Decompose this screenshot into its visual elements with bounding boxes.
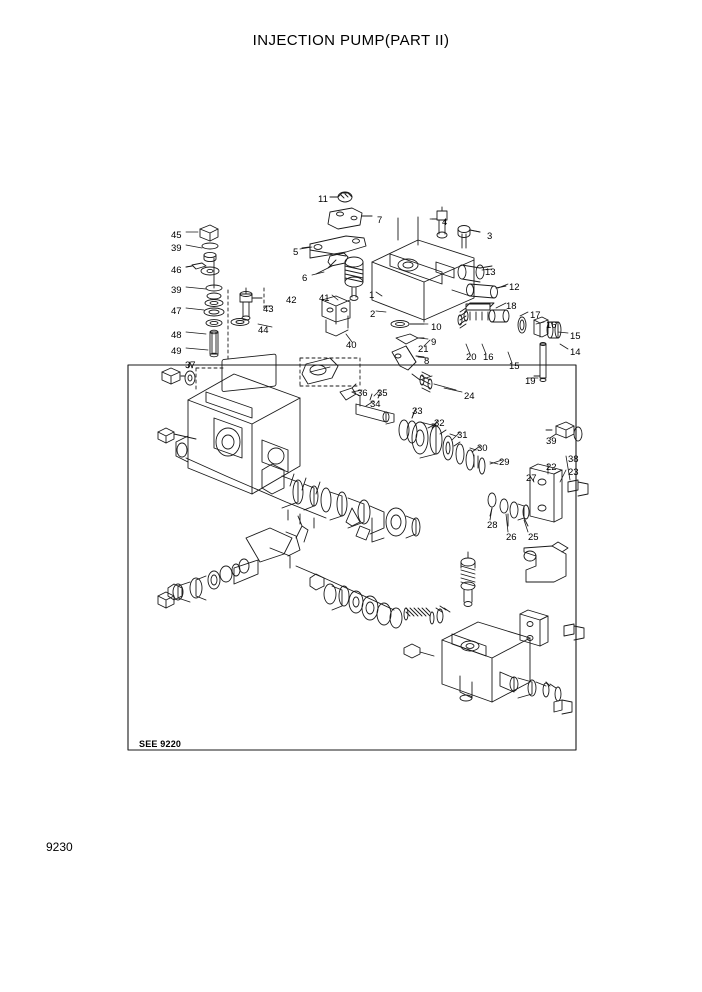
part-callout-38: 38: [568, 454, 579, 465]
part-callout-18: 18: [506, 301, 517, 312]
part-callout-1: 1: [369, 290, 375, 301]
part-callout-39a: 39: [171, 243, 182, 254]
part-callout-5: 5: [293, 247, 299, 258]
part-callout-44: 44: [258, 325, 269, 336]
part-callout-9: 9: [431, 337, 437, 348]
part-callout-41: 41: [319, 293, 330, 304]
part-callout-21: 21: [418, 344, 429, 355]
part-callout-27: 27: [526, 473, 537, 484]
part-callout-17: 17: [530, 310, 541, 321]
part-callout-35: 35: [377, 388, 388, 399]
page-title: INJECTION PUMP(PART II): [252, 32, 450, 49]
part-callout-32: 32: [434, 418, 445, 429]
part-callout-30: 30: [477, 443, 488, 454]
part-callout-40: 40: [346, 340, 357, 351]
part-callout-33: 33: [412, 406, 423, 417]
part-callout-37: 37: [185, 360, 196, 371]
part-callout-11: 11: [318, 194, 328, 205]
part-callout-16a: 16: [546, 320, 557, 331]
part-callout-29: 29: [499, 457, 510, 468]
part-callout-2: 2: [370, 309, 376, 320]
part-callout-26: 26: [506, 532, 517, 543]
part-callout-43: 43: [263, 304, 274, 315]
part-callout-14: 14: [570, 347, 581, 358]
part-callout-13: 13: [485, 267, 496, 278]
part-callout-19: 19: [525, 376, 536, 387]
part-callout-24: 24: [464, 391, 475, 402]
part-callout-3: 3: [487, 231, 493, 242]
part-callout-6: 6: [302, 273, 308, 284]
part-callout-20: 20: [466, 352, 477, 363]
part-callout-15b: 15: [509, 361, 520, 372]
part-callout-25: 25: [528, 532, 539, 543]
part-callout-22: 22: [546, 462, 557, 473]
part-callout-12: 12: [509, 282, 520, 293]
part-callout-42: 42: [286, 295, 297, 306]
part-callout-45: 45: [171, 230, 182, 241]
part-callout-28: 28: [487, 520, 498, 531]
part-callout-47: 47: [171, 306, 182, 317]
see-reference-note: SEE 9220: [139, 739, 182, 749]
part-callout-16b: 16: [483, 352, 494, 363]
part-callout-49: 49: [171, 346, 182, 357]
part-callout-46: 46: [171, 265, 182, 276]
part-callout-48: 48: [171, 330, 182, 341]
part-callout-7: 7: [377, 215, 383, 226]
part-callout-36: 36: [357, 388, 368, 399]
part-callout-31: 31: [457, 430, 468, 441]
part-callout-10: 10: [431, 322, 442, 333]
part-callout-8: 8: [424, 356, 430, 367]
part-callout-39b: 39: [171, 285, 182, 296]
part-callout-15a: 15: [570, 331, 581, 342]
part-callout-4: 4: [442, 217, 448, 228]
part-callout-39c: 39: [546, 436, 557, 447]
part-callout-34: 34: [370, 399, 381, 410]
part-callout-23: 23: [568, 467, 579, 478]
page-number: 9230: [46, 840, 73, 854]
